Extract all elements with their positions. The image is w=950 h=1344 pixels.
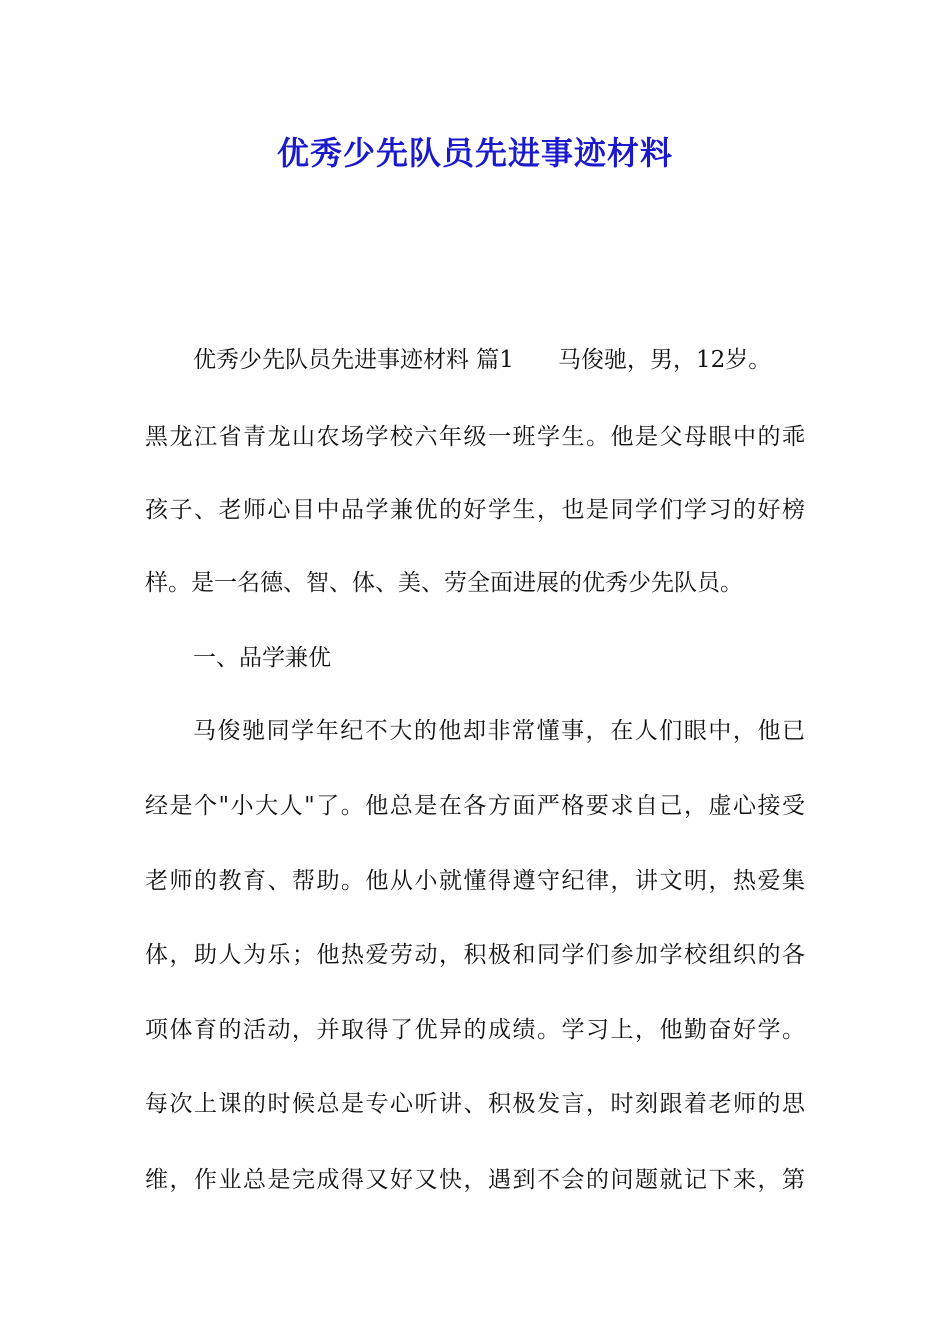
section-heading: 一、品学兼优 — [193, 645, 331, 671]
paragraph-line: 体，助人为乐；他热爱劳动，积极和同学们参加学校组织的各 — [145, 942, 805, 968]
paragraph-line: 经是个"小大人"了。他总是在各方面严格要求自己，虚心接受 — [145, 793, 805, 819]
intro-text: 马俊驰，男，12岁。 — [557, 347, 772, 373]
section-heading-inline: 优秀少先队员先进事迹材料 篇1 — [193, 347, 514, 373]
paragraph-line: 孩子、老师心目中品学兼优的好学生，也是同学们学习的好榜 — [145, 497, 805, 523]
paragraph-line: 黑龙江省青龙山农场学校六年级一班学生。他是父母眼中的乖 — [145, 424, 805, 450]
paragraph-line: 每次上课的时候总是专心听讲、积极发言，时刻跟着老师的思 — [145, 1091, 805, 1117]
paragraph-line — [193, 340, 805, 380]
document-title: 优秀少先队员先进事迹材料 — [276, 134, 673, 172]
paragraph-line: 项体育的活动，并取得了优异的成绩。学习上，他勤奋好学。 — [145, 1017, 805, 1043]
paragraph-line: 样。是一名德、智、体、美、劳全面进展的优秀少先队员。 — [145, 570, 743, 596]
paragraph-line: 马俊驰同学年纪不大的他却非常懂事，在人们眼中，他已 — [193, 718, 805, 744]
paragraph-line: 维，作业总是完成得又好又快，遇到不会的问题就记下来，第 — [145, 1167, 805, 1193]
paragraph-line: 老师的教育、帮助。他从小就懂得遵守纪律，讲文明，热爱集 — [145, 868, 805, 894]
